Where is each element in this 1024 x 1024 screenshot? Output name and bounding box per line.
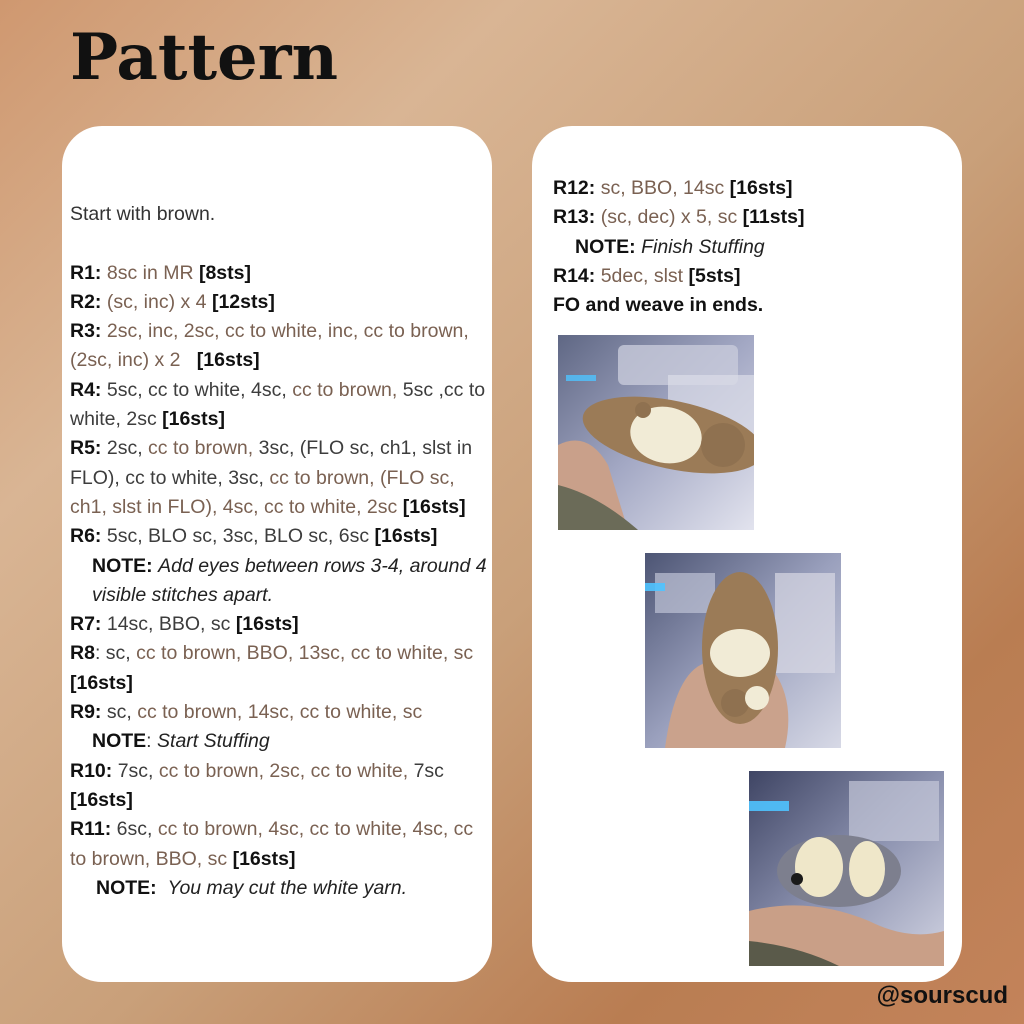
photo-plush-side bbox=[558, 335, 754, 530]
row-6 bbox=[70, 522, 490, 551]
row-text: 7sc, bbox=[117, 759, 154, 782]
row-label: R2: bbox=[70, 290, 102, 313]
row-text: 2sc, bbox=[106, 437, 143, 460]
plush-photo-1 bbox=[558, 335, 754, 530]
row-7 bbox=[70, 610, 490, 639]
row-text: 3sc, (FLO sc, ch1, slst in FLO), cc to white, 3sc, bbox=[70, 437, 473, 489]
row-text: (sc, inc) x 4 bbox=[106, 290, 207, 313]
stitch-count: [11sts] bbox=[742, 206, 805, 229]
row-label: R14: bbox=[553, 264, 596, 287]
plush-photo-3 bbox=[749, 771, 944, 966]
row-text: 5sc ,cc to white, 2sc bbox=[70, 378, 486, 431]
pattern-card-left bbox=[62, 126, 492, 982]
row-label: R5: bbox=[70, 437, 102, 460]
note-text: You may cut the white yarn. bbox=[167, 876, 408, 899]
row-13 bbox=[553, 203, 953, 232]
note-text: Start Stuffing bbox=[157, 730, 270, 753]
stitch-count: [16sts] bbox=[70, 788, 133, 811]
stitch-count: [16sts] bbox=[374, 525, 438, 548]
author-handle: @sourscud bbox=[876, 982, 1008, 1009]
note-label: NOTE: bbox=[575, 235, 636, 258]
row-text: 7sc bbox=[413, 759, 444, 782]
note-finish-stuffing bbox=[553, 233, 953, 262]
plush-photo-2 bbox=[645, 553, 841, 748]
row-text: 2sc, inc, 2sc, cc to white, inc, cc to brown, (2sc, inc) x 2 bbox=[70, 320, 469, 372]
stitch-count: [16sts] bbox=[235, 613, 299, 636]
row-text: 6sc, bbox=[116, 818, 153, 841]
stitch-count: [16sts] bbox=[232, 847, 296, 870]
row-label: R11: bbox=[70, 818, 112, 841]
stitch-count: [16sts] bbox=[402, 495, 466, 518]
note-label: NOTE: bbox=[96, 876, 157, 899]
row-8 bbox=[70, 639, 490, 698]
stitch-count: [16sts] bbox=[729, 177, 793, 199]
photo-plush-palm bbox=[749, 771, 944, 966]
row-text: sc, BBO, 14sc bbox=[600, 177, 725, 199]
row-label: R12: bbox=[553, 177, 596, 199]
row-text: cc to brown, 2sc, cc to white, bbox=[158, 759, 409, 782]
row-3 bbox=[70, 317, 490, 376]
row-text: 14sc, BBO, sc bbox=[106, 613, 231, 636]
row-label: R1: bbox=[70, 261, 102, 284]
row-text: 4sc, bbox=[251, 378, 287, 401]
pattern-text-right bbox=[553, 174, 953, 320]
row-label: R13: bbox=[553, 206, 596, 229]
pattern-text-left bbox=[70, 200, 490, 903]
row-label: R3: bbox=[70, 320, 102, 343]
row-5 bbox=[70, 434, 490, 522]
page-title: Pattern bbox=[70, 20, 338, 95]
row-text: cc to brown, 4sc, cc to white, 4sc, cc to brown, BBO, sc bbox=[70, 818, 474, 870]
start-instruction: Start with brown. bbox=[70, 203, 216, 225]
row-text: cc to white, bbox=[148, 378, 246, 401]
row-label: R10: bbox=[70, 759, 113, 782]
note-text: Add eyes between rows 3-4, around 4 visible stitches apart. bbox=[92, 554, 487, 606]
row-12 bbox=[553, 174, 953, 203]
row-label: R4: bbox=[70, 378, 102, 401]
row-text: : sc, bbox=[94, 642, 131, 665]
note-eyes bbox=[70, 552, 490, 611]
row-label: R8 bbox=[70, 642, 95, 665]
row-label: R6: bbox=[70, 525, 102, 548]
note-text: Finish Stuffing bbox=[641, 235, 765, 258]
note-cut-yarn bbox=[70, 874, 490, 903]
row-label: R9: bbox=[70, 701, 102, 724]
row-11 bbox=[70, 815, 490, 874]
row-text: cc to brown, 14sc, cc to white, sc bbox=[137, 701, 423, 724]
note-label: NOTE: bbox=[92, 554, 153, 577]
row-text: cc to brown, BBO, 13sc, cc to white, sc bbox=[136, 642, 474, 665]
row-4 bbox=[70, 376, 490, 435]
photo-plush-vertical bbox=[645, 553, 841, 748]
row-label: R7: bbox=[70, 613, 102, 636]
row-text: cc to brown, bbox=[148, 437, 254, 460]
row-text: 5dec, slst bbox=[600, 264, 684, 287]
row-text: sc, bbox=[106, 701, 132, 724]
row-text: 8sc in MR bbox=[106, 261, 194, 284]
note-label: NOTE bbox=[92, 730, 147, 753]
row-10 bbox=[70, 757, 490, 816]
row-text: 5sc, bbox=[106, 378, 143, 401]
stitch-count: [16sts] bbox=[196, 349, 260, 372]
stitch-count: [12sts] bbox=[211, 290, 275, 313]
stitch-count: [5sts] bbox=[688, 264, 741, 287]
finish-instruction: FO and weave in ends. bbox=[553, 294, 764, 317]
stitch-count: [16sts] bbox=[162, 408, 225, 431]
row-text: cc to brown, bbox=[292, 378, 398, 401]
stitch-count: [16sts] bbox=[70, 671, 133, 694]
note-stuffing: NOTE: Start Stuffing bbox=[92, 730, 270, 753]
row-text: cc to brown, (FLO sc, ch1, slst in FLO), 4sc, cc to white, 2sc bbox=[70, 466, 455, 518]
row-text: (sc, dec) x 5, sc bbox=[600, 206, 738, 229]
row-text: 5sc, BLO sc, 3sc, BLO sc, 6sc bbox=[106, 525, 370, 548]
row-1 bbox=[70, 259, 490, 288]
row-14 bbox=[553, 262, 953, 291]
row-2 bbox=[70, 288, 490, 317]
row-9 bbox=[70, 698, 490, 727]
stitch-count: [8sts] bbox=[198, 261, 251, 284]
